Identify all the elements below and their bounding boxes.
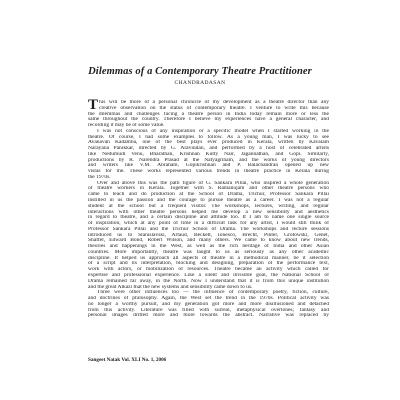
body-text-line: Avanavan Kadamba, one of the best plays ever produced in Kerala, written by Kavalam	[88, 140, 329, 146]
article-body	[88, 97, 329, 355]
body-text-line: introduced us to Stanislavski, Artaud, Beckett, Ionesco, Brecht, Pinter, Grotowski, Genet,	[88, 232, 329, 238]
body-text-line: creative observation on the status of contemporary theatre. I venture to write this because	[99, 105, 329, 111]
body-text-line: and the great Alkazi that the new systems and sensibility came down to us.	[88, 284, 253, 290]
body-text-line: no longer a worthy pursuit, and my generation got more and more disillusioned and detached	[88, 301, 329, 307]
body-text-line: interactions with other theatre persons helped me develop a new sensibility and aesthetics	[88, 209, 329, 215]
body-text-line: of a script and its interpretation, blocking and designing, preparation of the performance text,	[88, 261, 329, 267]
page-footer: Sangeet Natak Vol. XLI No. 1, 2006	[88, 357, 167, 363]
body-text-line: came to teach and do production at the School of Drama, Trichur, Professor Sankara Pillai	[88, 192, 329, 198]
body-text-line: I was not conscious of any inspiration or a specific model when I started working in the	[97, 128, 329, 134]
body-text-line: his will be more of a personal chronicle of my development as a theatre director than any	[99, 100, 329, 105]
body-text-line: and writers like V.M. Abraham, Gopikrishnan and P. Balachandran opened up new	[88, 163, 329, 169]
body-text-line: Over and above this was the path figure of G. Sankara Pillai, who inspired a whole generation	[97, 180, 329, 186]
body-text-line: same throughout the country. Therefore I believe my experiences have a general character, and	[88, 117, 329, 123]
body-text-line: and doctrines of philosophy. Again, the West set the trend in the 1970s. Political activity was	[88, 296, 329, 302]
body-text-line: vistas for me. These works represented various trends in theatre practice in Kerala during	[88, 169, 329, 175]
body-text-line: like Nedumudi Venu, Bharathan, Krishnan Kutty Nair, Jagannathan, and Gopi. Similarly,	[88, 151, 329, 157]
drop-cap: T	[88, 97, 99, 113]
article-title: Dilemmas of a Contemporary Theatre Practitioner	[88, 66, 312, 77]
body-text-line: the 1970s.	[88, 174, 111, 180]
body-text-line: productions by R. Narendra Prasad at the Natyagriham, and the works of young directors	[88, 157, 329, 163]
body-text-line: Three were other influences too — the influence of contemporary poetry, fiction, culture,	[97, 290, 329, 296]
body-text-line: theories and happenings in the West, as well as the rich heritage of India and other Asian	[88, 244, 329, 250]
body-text-line: theatre. Of course, I had some examples to follow. As a young man, I was lucky to see	[88, 134, 329, 140]
body-text-line: recording it may be of some value.	[88, 123, 165, 129]
body-text-line: discipline. It helped us approach all aspects of theatre in a methodical manner, be it selection	[88, 255, 329, 261]
body-text-line: in regard to theatre, and a certain discipline and attitude too. If I am to name one single source	[88, 215, 329, 221]
body-text-line: personal images drifted more and more towards the abstract. Narrative was replaced by	[88, 313, 329, 319]
body-text-line: work with actors, or mobilization of resources. Theatre became an activity which called for	[88, 267, 329, 273]
body-text-line: Drama remained far away, in the North. Now I understand that it is from this unique institution	[88, 278, 329, 284]
body-text-line: student at the school but a frequent visitor. The workshops, lectures, writing, and regular	[88, 203, 329, 209]
body-text-line: countries. More importantly, theatre was taught to us as seriously as any other academic	[88, 249, 329, 255]
article-byline: CHANDRADASAN	[174, 80, 226, 86]
body-text-line: expertise and professional experience. Like a silent and invisible goal, the National School of	[88, 272, 329, 278]
body-text-line: the dilemmas and challenges facing a theatre person in India today remain more or less the	[88, 111, 329, 117]
body-text-line: from this activity. Literature was filled with surreal, metaphysical overtones; fantasy and	[88, 307, 329, 313]
body-text-line: Professor Sankara Pillai and the Trichur School of Drama. The workshops and lecture sessions	[88, 226, 329, 232]
body-text-line: of theatre workers in Kerala. Together with S. Ramanujam and other theatre persons who	[88, 186, 329, 192]
body-text-line: Narayana Panikkar, directed by G. Aravindan, and performed by a host of celebrated artists	[88, 146, 329, 152]
body-text-line: instilled in us the passion and the courage to pursue theatre as a career. I was not a regular	[88, 198, 329, 204]
body-text-line: of inspiration, which at any point of time in a difficult task for any artist, I would still think of	[88, 221, 329, 227]
body-text-line: Shaffer, Edward Bond, Robert Wilson, and many others. We came to know about new trends,	[88, 238, 329, 244]
